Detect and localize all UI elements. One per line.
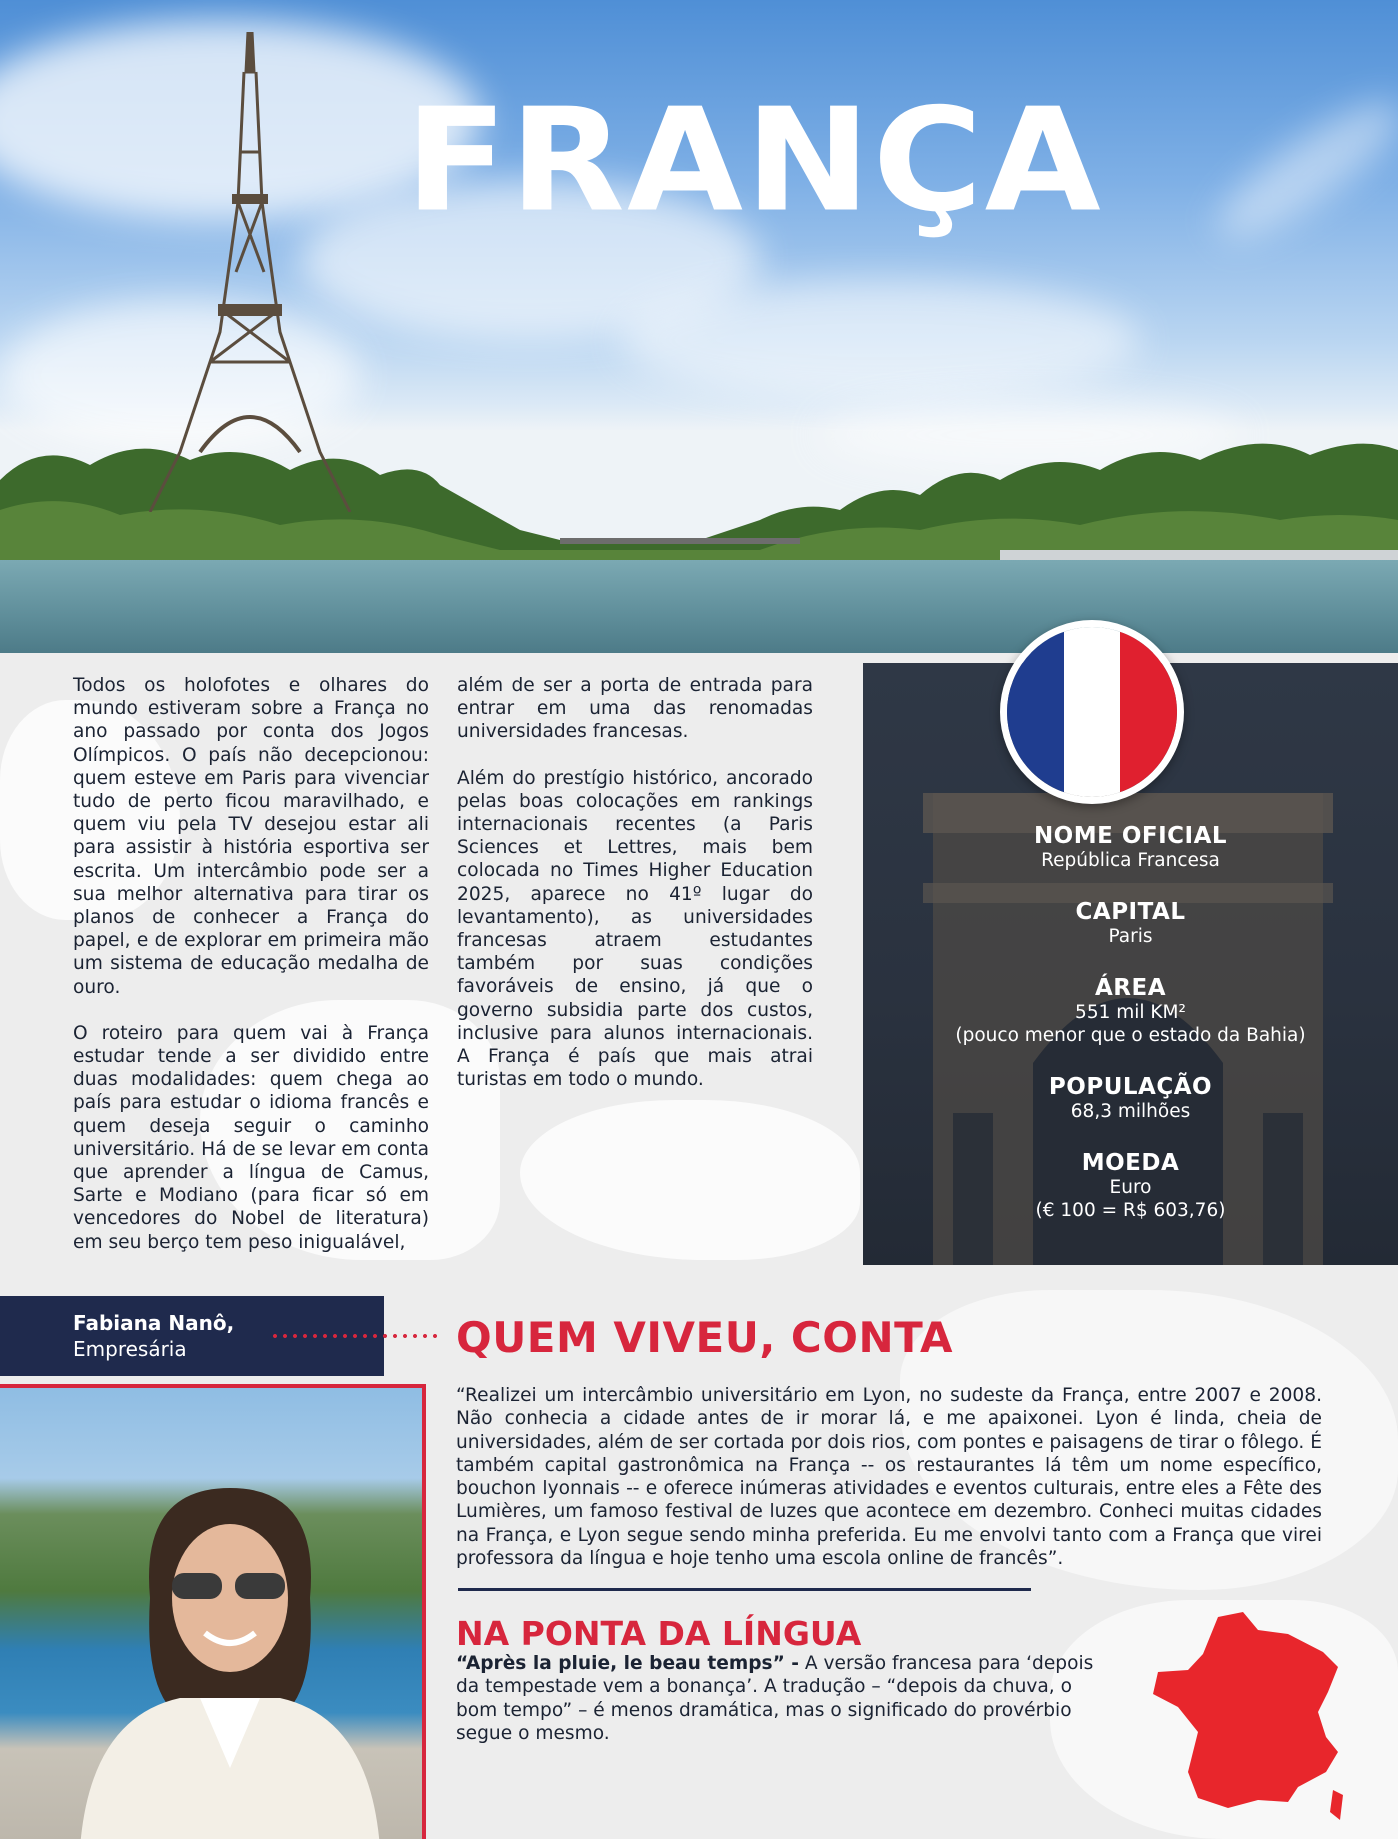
idiom-text — [456, 1652, 1106, 1745]
idiom-explanation: A versão francesa para ‘depois da tempestade vem a bonança’. A tradução – “depois da chuva, o bom tempo” – é menos dramática, mas o significado do provérbio segue o mesmo. — [456, 1653, 1094, 1744]
page-title: FRANÇA — [405, 78, 1103, 244]
paragraph: Além do prestígio histórico, ancorado pelas boas colocações em rankings internacionais recentes (a Paris Sciences et Lettres, mais bem colocada no Times Higher Education 2025, aparece no 41º lugar do levantamento), as universidades francesas atraem estudantes também por suas condições favoráveis de ensino, já que o governo subsidia parte dos custos, inclusive para alunos internacionais. A França é país que mais atrai turistas em todo o mundo. — [457, 767, 813, 1091]
article-column-2 — [457, 674, 813, 1114]
article-column-1 — [73, 674, 429, 1277]
section-heading-idiom: NA PONTA DA LÍNGUA — [456, 1614, 862, 1653]
fact-official-name: NOME OFICIAL República Francesa — [1033, 823, 1228, 871]
dotted-connector — [270, 1334, 440, 1338]
france-flag-icon — [1000, 620, 1184, 804]
person-portrait-icon — [60, 1448, 390, 1839]
river-seine — [0, 560, 1398, 653]
eiffel-tower-icon — [140, 32, 360, 512]
france-map-icon — [1148, 1612, 1348, 1822]
paragraph: O roteiro para quem vai à França estudar tende a ser dividido entre duas modalidades: quem chega ao país para estudar o idioma francês e quem deseja seguir o caminho universitário. Há de se levar em conta que aprender a língua de Camus, Sarte e Modiano (para ficar só em vencedores do Nobel de literatura) em seu berço tem peso inigualável, — [73, 1022, 429, 1253]
divider — [458, 1588, 1031, 1591]
fact-area: ÁREA 551 mil KM² (pouco menor que o estado da Bahia) — [955, 975, 1306, 1046]
fact-currency: MOEDA Euro (€ 100 = R$ 603,76) — [1035, 1150, 1226, 1221]
fact-population: POPULAÇÃO 68,3 milhões — [1048, 1074, 1213, 1122]
testimonial-quote: “Realizei um intercâmbio universitário em Lyon, no sudeste da França, entre 2007 e 2008. Não conhecia a cidade antes de ir morar lá, e me apaixonei. Lyon é linda, cheia de universidades, além de ser cortada por dois rios, com pontes e paisagens de tirar o fôlego. É também capital gastronômica na França -- os restaurantes lá têm um nome específico, bouchon lyonnais -- e oferece inúmeras atividades e eventos culturais, entre eles a Fête des Lumières, um famoso festival de luzes que acontece em dezembro. Conheci muitas cidades na França, e Lyon segue sendo minha preferida. Eu me envolvi tanto com a França que virei professora da língua e hoje tenho uma escola online de francês”. — [456, 1385, 1322, 1570]
testimonial-photo — [0, 1384, 426, 1839]
paragraph: além de ser a porta de entrada para entrar em uma das renomadas universidades francesas. — [457, 675, 813, 743]
facts-list — [863, 823, 1398, 1226]
idiom-phrase: “Après la pluie, le beau temps” - — [456, 1653, 799, 1674]
flag-stripe-white — [1064, 627, 1121, 797]
hero-image — [0, 0, 1398, 653]
paragraph: Todos os holofotes e olhares do mundo estiveram sobre a França no ano passado por conta dos Jogos Olímpicos. O país não decepcionou: quem esteve em Paris para vivenciar tudo de perto ficou maravilhado, e quem viu pela TV desejou estar ali para assistir à história esportiva ser escrita. Um intercâmbio pode ser a sua melhor alternativa para tirar os planos de conhecer a França do papel, e de explorar em primeira mão um sistema de educação medalha de ouro. — [73, 675, 429, 998]
person-name: Fabiana Nanô, — [73, 1311, 235, 1335]
world-map-shape — [520, 1100, 860, 1260]
fact-capital: CAPITAL Paris — [1075, 899, 1186, 947]
person-role: Empresária — [73, 1337, 187, 1361]
section-heading-testimonial: QUEM VIVEU, CONTA — [456, 1313, 953, 1362]
